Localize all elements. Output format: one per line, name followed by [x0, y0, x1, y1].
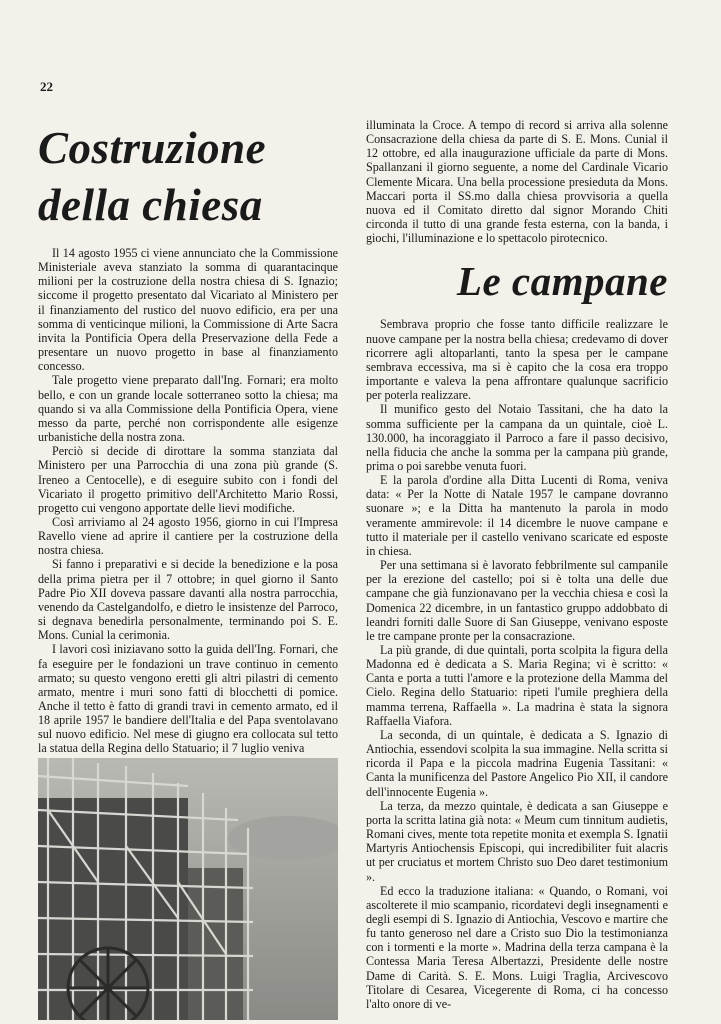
paragraph: Ed ecco la traduzione italiana: « Quando, o Romani, voi ascolterete il mio scampanio, ricordatevi degli insegnamenti e degli esempi di S. Ignazio di Antiochia, Vescovo e martire che fu tanto generoso nel dare a Cristo suo Dio la testimonianza con i tormenti e la morte ». Madrina della terza campana è la Contessa Maria Teresa Albertazzi, Presidente delle nostre Dame di Carità. S. E. Mons. Luigi Traglia, Arcivescovo Titolare di Cesarea, Vicegerente di Roma, ci ha concesso l'alto onore di ve-	[366, 883, 668, 1011]
paragraph: illuminata la Croce. A tempo di record si arriva alla solenne Consacrazione della chiesa da parte di S. E. Mons. Cunial il 12 ottobre, ed alla inaugurazione ufficiale da parte di Mons. Spallanzani il giorno seguente, a nome del Cardinale Vicario Clemente Micara. Una bella processione presieduta da Mons. Maccari porta il SS.mo dalla chiesa provvisoria a quella nuova ed il Comitato diretto dal signor Morando Chiti circonda il tutto di una grande festa esterna, con la banda, i giochi, l'illuminazione e lo spettacolo pirotecnico.	[366, 118, 668, 246]
page-number: 22	[40, 79, 53, 94]
paragraph: Per una settimana si è lavorato febbrilmente sul campanile per la erezione del castello; poi si è tolta una delle due campane che già funzionavano per la vecchia chiesa e così la Domenica 22 dicembre, in un fantastico gruppo addobbato di leandri forniti dalle Suore di San Giuseppe, venivano esposte le tre campane pronte per la consacrazione.	[366, 558, 668, 643]
article-body-costruzione	[38, 246, 338, 756]
scaffolding-icon	[38, 758, 338, 1020]
title-line-2: della chiesa	[38, 180, 263, 230]
paragraph: Tale progetto viene preparato dall'Ing. Fornari; era molto bello, e con un grande locale sotterraneo sotto la chiesa; ma quando si va alla Commissione della Pontificia Opera, viene messo da parte, perché non corrispondente alle esigenze urbanistiche della nostra zona.	[38, 373, 338, 445]
construction-photo	[38, 758, 338, 1020]
right-column	[366, 118, 668, 1018]
paragraph: E la parola d'ordine alla Ditta Lucenti di Roma, veniva data: « Per la Notte di Natale 1957 le campane dovranno suonare »; e la Ditta ha mantenuto la parola in modo veramente ammirevole: il 14 dicembre le nuove campane e tutto il materiale per il castello venivano scaricate ed esposte in chiesa.	[366, 473, 668, 558]
paragraph: Sembrava proprio che fosse tanto difficile realizzare le nuove campane per la nostra bella chiesa; credevamo di dover ricorrere agli altoparlanti, tanto la spesa per le campane sembrava eccessiva, ma si è capito che la cosa era troppo importante e valeva la pena affrontare qualunque sacrificio per poterla realizzare.	[366, 317, 668, 403]
title-line-1: Costruzione	[38, 123, 267, 173]
paragraph: I lavori così iniziavano sotto la guida dell'Ing. Fornari, che fa eseguire per le fondazioni un trave continuo in cemento armato; su questo vengono eretti gli altri pilastri di cemento armato, mentre i muri sono fatti di blocchetti di pomice. Anche il tetto è fatto di grandi travi in cemento armato, ed il 18 aprile 1957 le bandiere dell'Italia e del Papa sventolavano sul nuovo edificio. Nel mese di giugno era collocata sul tetto la statua della Regina dello Statuario; il 7 luglio veniva	[38, 642, 338, 756]
article-body-campane	[366, 317, 668, 1011]
paragraph: Così arriviamo al 24 agosto 1956, giorno in cui l'Impresa Ravello viene ad aprire il cantiere per la costruzione della nostra chiesa.	[38, 514, 338, 558]
left-column	[38, 120, 338, 1020]
paragraph: La più grande, di due quintali, porta scolpita la figura della Madonna ed è dedicata a S. Maria Regina; vi è scritto: « Canta e porta a tutti l'amore e la protezione della Mamma del Cielo. Regina dello Statuario: ripeti l'umile preghiera della mamma terrena, Raffaella ». La madrina è stata la signora Raffaella Viafora.	[366, 643, 668, 728]
paragraph: Il munifico gesto del Notaio Tassitani, che ha dato la somma sufficiente per la campana da un quintale, cioè L. 130.000, ha incoraggiato il Parroco a fare il passo decisivo, nella fiducia che anche la somma per la campana più grande, prima o poi sarebbe venuta fuori.	[366, 402, 668, 473]
paragraph: Il 14 agosto 1955 ci viene annunciato che la Commissione Ministeriale aveva stanziato la somma di quarantacinque milioni per la costruzione della nostra chiesa di S. Ignazio; siccome il progetto presentato dal Vicariato al Ministero per il finanziamento del rustico del nuovo edificio, era per una somma di venticinque milioni, la Commissione di Arte Sacra invita la Pontificia Opera della Preservazione della Fede a presentare un nuovo progetto in base al finanziamento concesso.	[38, 246, 338, 374]
article-title-costruzione	[38, 120, 338, 234]
paragraph: Perciò si decide di dirottare la somma stanziata dal Ministero per una Parrocchia di una zona più grande (S. Ireneo a Centocelle), e di eseguire subito con i fondi del Vicariato il progetto primitivo dell'Architetto Mario Rossi, progetto cui vengono apportate delle lievi modifiche.	[38, 444, 338, 515]
paragraph: La seconda, di un quintale, è dedicata a S. Ignazio di Antiochia, essendovi scolpita la sua immagine. Nella scritta si ricorda il Papa e la piccola madrina Eugenia Tassitani: « Canta la munificenza del Pastore Angelico Pio XII, il candore dell'innocente Eugenia ».	[366, 727, 668, 799]
paragraph: Si fanno i preparativi e si decide la benedizione e la posa della prima pietra per il 7 ottobre; in quel giorno il Santo Padre Pio XII doveva passare davanti alla nostra parrocchia, venendo da Castelgandolfo, e dietro le insistenze del Parroco, si degnava benedirla personalmente, terminando poi S. E. Mons. Cunial la cerimonia.	[38, 557, 338, 643]
article-title-campane: Le campane	[456, 258, 668, 305]
paragraph: La terza, da mezzo quintale, è dedicata a san Giuseppe e porta la scritta latina già nota: « Meum cum tinnitum audietis, Romani cives, mente tota repetite monita et exempla S. Ignatii Martyris Antiochensis Episcopi, qui incredibiliter fuit alacris ut per cruciatus et mortem Christo suo Deo daret testimonium ».	[366, 798, 668, 884]
article-continuation	[366, 118, 668, 245]
